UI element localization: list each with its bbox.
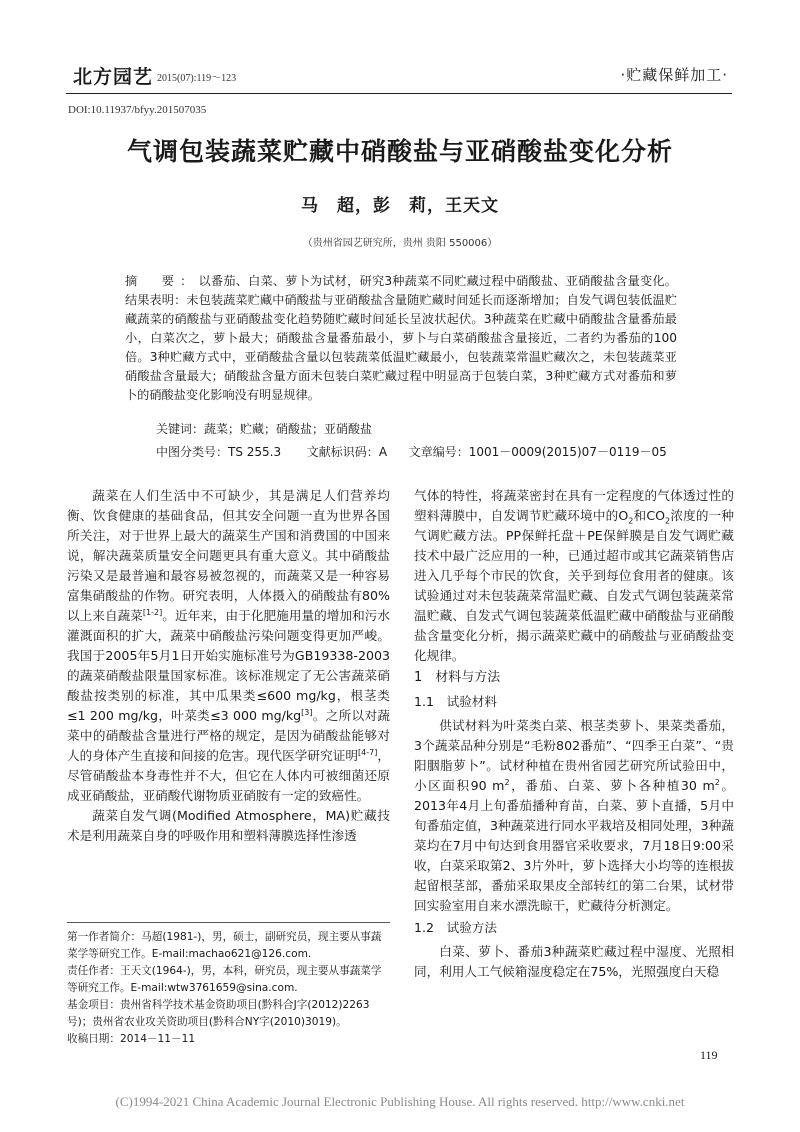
citation: [3] (301, 707, 313, 717)
abstract-label: 摘 要： (125, 274, 199, 288)
section-tag: ·贮藏保鲜加工· (620, 66, 728, 84)
classification-line (156, 443, 667, 460)
keywords (156, 420, 372, 437)
footnote-corresponding-author: 责任作者：王天文(1964-)，男，本科，研究员，现主要从事蔬菜学等研究工作。E-mail:wtw3761659@sina.com. (67, 965, 382, 994)
footnote-rule (67, 922, 390, 923)
clc-value: TS 255.3 (228, 445, 282, 459)
affiliation: （贵州省园艺研究所，贵州 贵阳 550006） (302, 238, 498, 249)
body-paragraph: 白菜、萝卜、番茄3种蔬菜贮藏过程中湿度、光照相同，利用人工气候箱湿度稳定在75%，光照强度白天稳 (414, 944, 734, 979)
section-heading: 1 材料与方法 (414, 670, 501, 685)
clc-label: 中图分类号： (156, 445, 229, 459)
body-paragraph: 蔬菜在人们生活中不可缺少，其是满足人们营养均衡、饮食健康的基础食品，但其安全问题一直为世界各国所关注，对于世界上最大的蔬菜生产国和消费国的中国来说，解决蔬菜质量安全问题更具有重大意义。其中硝酸盐污染又是最普遍和最容易被忽视的，而蔬菜又是一种容易富集硝酸盐的作物。研究表明，人体摄入的硝酸盐有80%以上来自蔬菜[1-2]。近年来，由于化肥施用量的增加和污水灌溉面积的扩大，蔬菜中硝酸盐污染问题变得更加严峻。我国于2005年5月1日开始实施标准号为GB19338-2003的蔬菜硝酸盐限量国家标准。该标准规定了无公害蔬菜硝酸盐按类别的标准，其中瓜果类≤600 mg/kg，根茎类≤1 200 mg/kg，叶菜类≤3 000 mg/kg[3]。之所以对蔬菜中的硝酸盐含量进行严格的规定，是因为硝酸盐能够对人的身体产生直接和间接的危害。现代医学研究证明[4-7]，尽管硝酸盐本身毒性并不大，但它在人体内可被细菌还原成亚硝酸盐，亚硝酸代谢物质亚硝胺有一定的致癌性。 (67, 488, 391, 803)
body-paragraph: 气体的特性，将蔬菜密封在具有一定程度的气体透过性的塑料薄膜中，自发调节贮藏环境中的$O_2$和$CO_2$浓度的一种气调贮藏方法。PP保鲜托盘＋PE保鲜膜是自发气调贮藏技术中最广泛应用的一种，已通过超市或其它蔬菜销售店进入几乎每个市民的饮食，关乎到每位食用者的健康。该试验通过对未包装蔬菜常温贮藏、自发式气调包装蔬菜常温贮藏、自发式气调包装蔬菜低温贮藏中硝酸盐与亚硝酸盐含量变化分析，揭示蔬菜贮藏中的硝酸盐与亚硝酸盐变化规律。 (414, 488, 735, 663)
article-number-value: 1001－0009(2015)07－0119－05 (468, 445, 667, 459)
paper-title: 气调包装蔬菜贮藏中硝酸盐与亚硝酸盐变化分析 (126, 137, 673, 166)
doc-code-value: A (378, 445, 388, 459)
keywords-text: 蔬菜；贮藏；硝酸盐；亚硝酸盐 (204, 422, 373, 436)
keywords-label: 关键词： (156, 422, 205, 436)
citation: [1-2] (142, 607, 163, 617)
left-column (67, 486, 390, 846)
footnote-funding: 基金项目：贵州省科学技术基金资助项目(黔科合J字(2012)2263号)；贵州省农业攻关资助项目(黔科合NY字(2010)3019)。 (67, 999, 370, 1028)
abstract-text: 以番茄、白菜、萝卜为试材，研究3种蔬菜不同贮藏过程中硝酸盐、亚硝酸盐含量变化。结果表明：未包装蔬菜贮藏中硝酸盐与亚硝酸盐含量随贮藏时间延长而逐渐增加；自发气调包装低温贮藏蔬菜的硝酸盐与亚硝酸盐变化趋势随贮藏时间延长呈波状起伏。3种蔬菜在贮藏中硝酸盐含量番茄最小，白菜次之，萝卜最大；硝酸盐含量番茄最小，萝卜与白菜硝酸盐含量接近，二者约为番茄的100倍。3种贮藏方式中，亚硝酸盐含量以包装蔬菜低温贮藏最小，包装蔬菜常温贮藏次之，未包装蔬菜亚硝酸盐含量最大；硝酸盐含量方面未包装白菜贮藏过程中明显高于包装白菜，3种贮藏方式对番茄和萝卜的硝酸盐变化影响没有明显规律。 (125, 274, 677, 402)
journal-name: 北方园艺 (73, 66, 154, 88)
footnote-received-date: 收稿日期：2014－11－11 (67, 1033, 196, 1045)
article-number-label: 文章编号： (408, 445, 469, 459)
right-column (414, 486, 734, 982)
authors: 马 超，彭 莉，王天文 (301, 196, 499, 216)
journal-issue: 2015(07):119～123 (157, 73, 237, 84)
page-number: 119 (700, 1048, 718, 1062)
copyright-notice: (C)1994-2021 China Academic Journal Electronic Publishing House. All rights reserved. http://www.cnki.net (115, 1094, 685, 1109)
doi: DOI:10.11937/bfyy.201507035 (68, 104, 207, 116)
doc-code-label: 文献标识码： (306, 445, 379, 459)
header-rule (66, 93, 732, 94)
body-paragraph: 供试材料为叶菜类白菜、根茎类萝卜、果菜类番茄，3个蔬菜品种分别是“毛粉802番茄”、“四季王白菜”、“贵阳胭脂萝卜”。试材种植在贵州省园艺研究所试验田中，小区面积90 $m^2$，番茄、白菜、萝卜各种植30 $m^2$。2013年4月上旬番茄播种育苗，白菜、萝卜直播，5月中旬番茄定值，3种蔬菜进行同水平栽培及相同处理，3种蔬菜均在7月中旬达到食用器官采收要求，7月18日9:00采收，白菜采取第2、3片外叶，萝卜选择大小均等的连根拔起留根茎部，番茄采取果皮全部转红的第二台果，试材带回实验室用自来水漂洗晾干，贮藏待分析测定。 (414, 718, 735, 913)
footnotes (67, 929, 390, 1048)
subsection-heading: 1.1 试验材料 (414, 694, 497, 709)
citation: [4-7] (358, 747, 378, 757)
footnote-first-author: 第一作者简介：马超(1981-)，男，硕士，副研究员，现主要从事蔬菜学等研究工作。E-mail:machao621@126.com. (67, 931, 382, 960)
subsection-heading: 1.2 试验方法 (414, 920, 497, 935)
body-paragraph: 蔬菜自发气调(Modified Atmosphere，MA)贮藏技术是利用蔬菜自身的呼吸作用和塑料薄膜选择性渗透 (67, 808, 390, 843)
abstract (125, 272, 677, 405)
